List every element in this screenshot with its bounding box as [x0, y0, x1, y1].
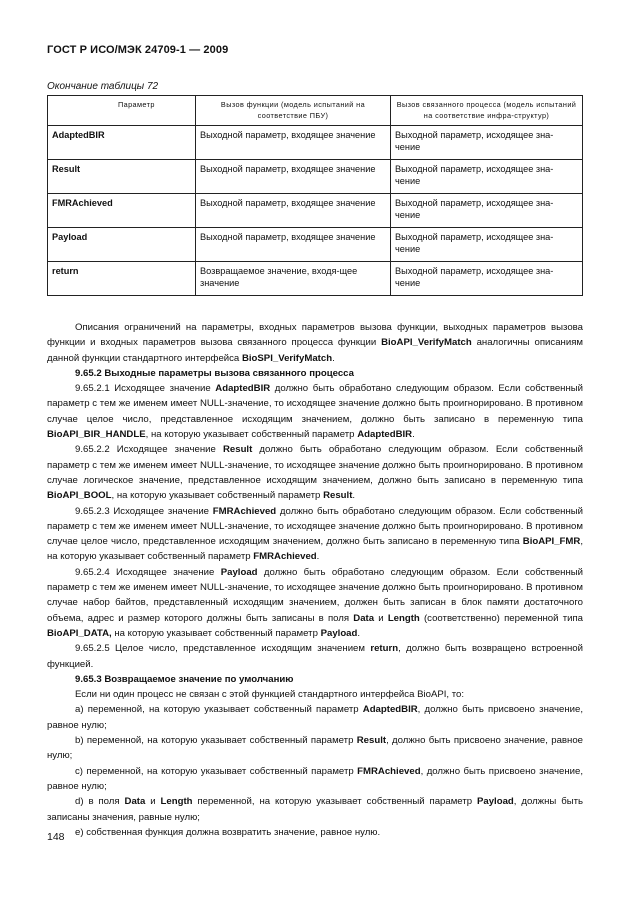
call-cell: Выходной параметр, входящее значение	[196, 160, 391, 194]
paragraph-9-65-2-3: 9.65.2.3 Исходящее значение FMRAchieved должно быть обработано следующим образом. Если собственный параметр с тем же именем имеет NULL-значение, то исходящее значение должно быть проигнорировано. В противном случае целое число, представленное исходящим значением, должно быть записано в переменную типа BioAPI_FMR, на которую указывает собственный параметр FMRAchieved.	[47, 505, 583, 563]
table-row	[48, 126, 583, 160]
list-item-e: е) собственная функция должна возвратить значение, равное нулю.	[75, 826, 381, 838]
paragraph-9-65-2-2: 9.65.2.2 Исходящее значение Result должно быть обработано следующим образом. Если собственный параметр с тем же именем имеет NULL-значение, то исходящее значение должно быть проигнорировано. В противном случае логическое значение, представленное исходящим значением, должно быть записано в переменную типа BioAPI_BOOL, на которую указывает собственный параметр Result.	[47, 444, 584, 502]
table-row	[48, 194, 583, 228]
table-72	[47, 95, 583, 296]
linked-cell: Выходной параметр, исходящее зна-чение	[391, 228, 583, 262]
list-item-b: b) переменной, на которую указывает собственный параметр Result, должно быть присвоено значение, равное нулю;	[47, 735, 583, 762]
call-cell: Возвращаемое значение, входя-щее значение	[196, 262, 391, 296]
param-cell: return	[48, 262, 196, 296]
list-item-c: с) переменной, на которую указывает собственный параметр FMRAchieved, должно быть присвоено значение, равное нулю;	[47, 765, 583, 792]
param-cell: Result	[48, 160, 196, 194]
intro-paragraph: Описания ограничений на параметры, входных параметров вызова функции, выходных параметров вызова функции и входных параметров вызова связанного процесса функции BioAPI_VerifyMatch аналогичны описаниям данной функции стандартного интерфейса BioSPI_VerifyMatch.	[47, 322, 583, 364]
column-header: Параметр	[48, 96, 196, 126]
linked-cell: Выходной параметр, исходящее зна-чение	[391, 160, 583, 194]
param-cell: AdaptedBIR	[48, 126, 196, 160]
call-cell: Выходной параметр, входящее значение	[196, 228, 391, 262]
document-header: ГОСТ Р ИСО/МЭК 24709-1 — 2009	[47, 44, 229, 56]
body-text	[47, 320, 583, 840]
section-heading-9-65-3: 9.65.3 Возвращаемое значение по умолчанию	[75, 673, 294, 685]
table-caption: Окончание таблицы 72	[47, 81, 159, 92]
section-heading-9-65-2: 9.65.2 Выходные параметры вызова связанного процесса	[75, 367, 354, 379]
paragraph-9-65-2-1: 9.65.2.1 Исходящее значение AdaptedBIR должно быть обработано следующим образом. Если собственный параметр с тем же именем имеет NULL-значение, то исходящее значение должно быть проигнорировано. В противном случае целое число, представленное исходящим значением, должно быть записано в переменную типа BioAPI_BIR_HANDLE, на которую указывает собственный параметр AdaptedBIR.	[47, 383, 584, 441]
call-cell: Выходной параметр, входящее значение	[196, 194, 391, 228]
table-header-row	[48, 96, 583, 126]
table-row	[48, 262, 583, 296]
lead-paragraph: Если ни один процесс не связан с этой функцией стандартного интерфейса BioAPI, то:	[75, 689, 465, 701]
table-row	[48, 228, 583, 262]
page-number: 148	[47, 831, 65, 843]
table-row	[48, 160, 583, 194]
linked-cell: Выходной параметр, исходящее зна-чение	[391, 262, 583, 296]
param-cell: Payload	[48, 228, 196, 262]
linked-cell: Выходной параметр, исходящее зна-чение	[391, 194, 583, 228]
param-cell: FMRAchieved	[48, 194, 196, 228]
column-header: Вызов связанного процесса (модель испытаний на соответствие инфра-структур)	[391, 96, 583, 126]
linked-cell: Выходной параметр, исходящее зна-чение	[391, 126, 583, 160]
paragraph-9-65-2-5: 9.65.2.5 Целое число, представленное исходящим значением return, должно быть возвращено встроенной функцией.	[47, 643, 583, 670]
paragraph-9-65-2-4: 9.65.2.4 Исходящее значение Payload должно быть обработано следующим образом. Если собственный параметр с тем же именем имеет NULL-значение, то исходящее значение должно быть проигнорировано. В противном случае набор байтов, представленный исходящим значением, должен быть записан в блок памяти достаточного объема, адрес и размер которого должны быть записаны в поля Data и Length (соответственно) переменной типа BioAPI_DATA, на которую указывает собственный параметр Payload.	[47, 566, 584, 639]
call-cell: Выходной параметр, входящее значение	[196, 126, 391, 160]
list-item-a: а) переменной, на которую указывает собственный параметр AdaptedBIR, должно быть присвоено значение, равное нулю;	[47, 704, 583, 731]
list-item-d: d) в поля Data и Length переменной, на которую указывает собственный параметр Payload, должны быть записаны значения, равные нулю;	[47, 796, 583, 823]
column-header: Вызов функции (модель испытаний на соответствие ПБУ)	[196, 96, 391, 126]
